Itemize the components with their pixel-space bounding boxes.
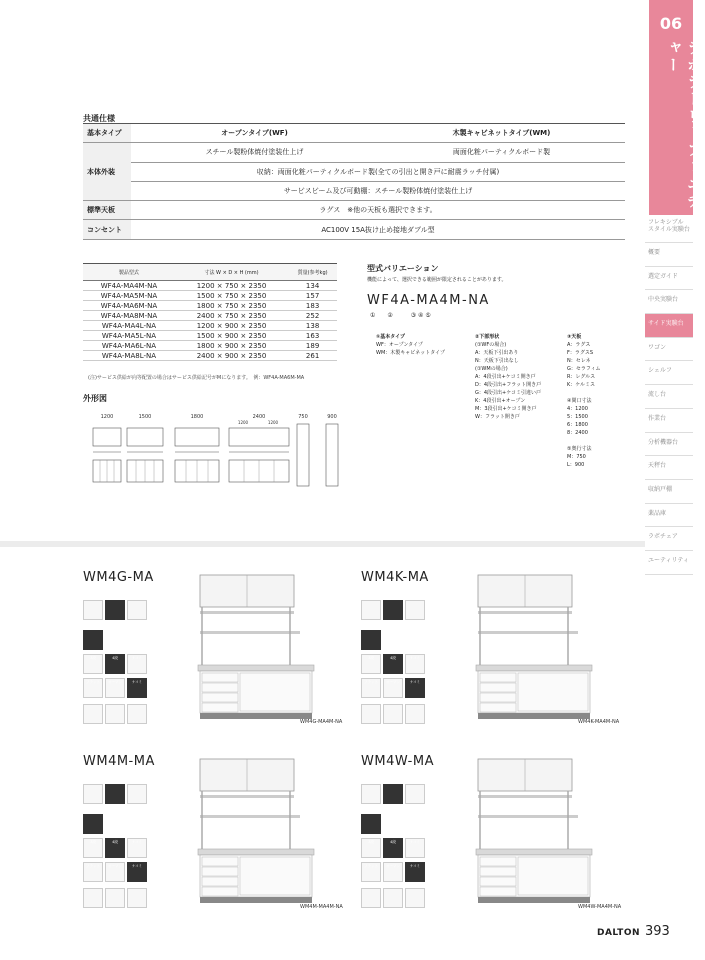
- product-caption: WM4G-MA4M-NA: [300, 719, 343, 725]
- side-nav-item[interactable]: シェルフ: [645, 361, 693, 385]
- configuration-icon[interactable]: [127, 838, 147, 858]
- variation-line: R：レグルス: [567, 374, 596, 380]
- configuration-icon[interactable]: [405, 862, 425, 882]
- variation-line: [567, 389, 600, 397]
- configuration-icon-label: ケコミ: [409, 656, 421, 660]
- plinth: [478, 897, 590, 903]
- spec-table: [83, 123, 625, 240]
- configuration-icon[interactable]: [105, 704, 125, 724]
- variation-line: K：4段引出+オープン: [475, 398, 526, 404]
- configuration-icon-label: ケコミ: [131, 864, 143, 868]
- configuration-icon[interactable]: [361, 814, 381, 834]
- table-cell: WF4A-MA6M-NA: [83, 301, 175, 311]
- variation-line: ④間口寸法: [567, 398, 592, 404]
- variation-sub: 機能によって、選択できる範囲が限定されることがあります。: [367, 277, 507, 283]
- configuration-icon-row: [361, 784, 425, 804]
- configuration-icon-row: [83, 600, 147, 620]
- table-cell: 2400 × 750 × 2350: [175, 311, 288, 321]
- variation-line: G：セラフィム: [567, 366, 601, 372]
- variation-line: ③天板: [567, 334, 582, 340]
- configuration-icon-label: オープン: [108, 864, 122, 868]
- configuration-icon[interactable]: [105, 654, 125, 674]
- side-nav-item[interactable]: 作業台: [645, 409, 693, 433]
- configuration-icon-label: 3段: [368, 656, 374, 660]
- configuration-icon[interactable]: [361, 600, 381, 620]
- configuration-icon[interactable]: [361, 888, 381, 908]
- outline-label: 外形図: [83, 394, 107, 403]
- configuration-icon[interactable]: [361, 704, 381, 724]
- outline-sub-dim: 1200: [237, 420, 249, 425]
- spec-cell: サービスビーム及び可動棚：スチール製粉体焼付塗装仕上げ: [131, 181, 625, 200]
- outline-side: [326, 424, 338, 486]
- side-nav-item[interactable]: ワゴン: [645, 338, 693, 362]
- spec-head: 本体外装: [83, 143, 131, 201]
- spec-cell: 両面化粧パーティクルボード製: [378, 143, 625, 162]
- configuration-icon[interactable]: [127, 704, 147, 724]
- shelf: [478, 795, 572, 798]
- table-cell: 1500 × 750 × 2350: [175, 291, 288, 301]
- plinth: [200, 897, 312, 903]
- models-table: [83, 263, 337, 361]
- side-nav-item[interactable]: ユーティリティ: [645, 551, 693, 575]
- cabinet-illustration: [476, 573, 596, 723]
- spec-head: コンセント: [83, 220, 131, 239]
- product-title: WM4G-MA: [83, 570, 154, 585]
- side-nav-item[interactable]: 薬品庫: [645, 504, 693, 528]
- configuration-icon-row: [83, 838, 147, 858]
- models-header: 質量(参考kg): [288, 264, 337, 281]
- configuration-icon[interactable]: [127, 888, 147, 908]
- shelf: [200, 795, 294, 798]
- outline-dim: 1800: [190, 414, 204, 420]
- configuration-icon[interactable]: [105, 600, 125, 620]
- countertop: [198, 665, 314, 671]
- outline-drawings: [83, 410, 343, 495]
- chapter-title: ラボラトリーファニチャー: [664, 40, 703, 210]
- cabinet-illustration: [476, 757, 596, 907]
- configuration-icon-row: [83, 814, 103, 834]
- service-beam: [478, 815, 578, 818]
- configuration-icon-label: フラット: [364, 680, 378, 684]
- configuration-icon[interactable]: [127, 784, 147, 804]
- configuration-icon-row: [361, 600, 425, 620]
- configuration-icon-row: [361, 704, 425, 724]
- table-cell: WF4A-MA4M-NA: [83, 281, 175, 291]
- table-cell: 2400 × 900 × 2350: [175, 351, 288, 361]
- table-row: [83, 281, 337, 291]
- table-cell: 1800 × 900 × 2350: [175, 341, 288, 351]
- outline-dim: 1500: [138, 414, 152, 420]
- table-cell: 261: [288, 351, 337, 361]
- configuration-icon-label: 3段: [90, 656, 96, 660]
- models-header: 寸法 W × D × H (mm): [175, 264, 288, 281]
- table-cell: 134: [288, 281, 337, 291]
- configuration-icon-label: ケコミ: [409, 864, 421, 868]
- configuration-icon-row: [83, 630, 103, 650]
- configuration-icon[interactable]: [105, 862, 125, 882]
- variation-line: WF：オープンタイプ: [376, 342, 423, 348]
- outline-dim: 2400: [252, 414, 266, 420]
- side-nav: [645, 215, 693, 575]
- variation-line: ①基本タイプ: [376, 334, 405, 340]
- variation-col2: [475, 333, 541, 421]
- configuration-icon-label: ケコミ: [131, 680, 143, 684]
- table-cell: 1200 × 750 × 2350: [175, 281, 288, 291]
- configuration-icon-row: [361, 654, 425, 674]
- table-cell: 163: [288, 331, 337, 341]
- configuration-icon-row: [361, 888, 425, 908]
- side-nav-item[interactable]: 収納戸棚: [645, 480, 693, 504]
- chapter-number: 06: [659, 14, 683, 33]
- outline-front: [93, 428, 121, 482]
- outline-dim: 1200: [100, 414, 114, 420]
- variation-line: [567, 437, 600, 445]
- configuration-icon[interactable]: [83, 784, 103, 804]
- configuration-icon[interactable]: [405, 600, 425, 620]
- variation-line: M：3段引出+ケコミ開き戸: [475, 406, 537, 412]
- variation-line: F：ラグスS: [567, 350, 594, 356]
- table-cell: WF4A-MA5M-NA: [83, 291, 175, 301]
- side-nav-item[interactable]: 分析機器台: [645, 433, 693, 457]
- product-caption: WM4W-MA4M-NA: [578, 904, 622, 910]
- spec-cell: ラグス ※他の天板も選択できます。: [131, 201, 625, 220]
- configuration-icon-label: オープン: [108, 680, 122, 684]
- table-cell: 1500 × 900 × 2350: [175, 331, 288, 341]
- configuration-icon-label: 4段: [390, 656, 396, 660]
- variation-line: 5：1500: [567, 414, 588, 420]
- configuration-icon-label: オープン: [386, 680, 400, 684]
- service-beam: [478, 631, 578, 634]
- configuration-icon[interactable]: [361, 838, 381, 858]
- configuration-icon-row: [83, 888, 147, 908]
- side-nav-item[interactable]: ラボチェア: [645, 527, 693, 551]
- variation-line: G：4段引出+ケコミ引違い戸: [475, 390, 542, 396]
- configuration-icon-label: ケコミ: [131, 840, 143, 844]
- configuration-icon[interactable]: [383, 654, 403, 674]
- configuration-icon[interactable]: [405, 888, 425, 908]
- configuration-icon-label: フラット: [86, 680, 100, 684]
- outline-dim: 900: [327, 414, 337, 420]
- configuration-icon[interactable]: [383, 888, 403, 908]
- table-row: [83, 311, 337, 321]
- cabinet-illustration: [198, 573, 318, 723]
- side-nav-item[interactable]: サイド実験台: [645, 314, 693, 338]
- shelf: [478, 611, 572, 614]
- variation-line: A：4段引出+ケコミ開き戸: [475, 374, 536, 380]
- configuration-icon-label: オープン: [386, 864, 400, 868]
- service-beam: [200, 815, 300, 818]
- configuration-icon[interactable]: [383, 838, 403, 858]
- table-cell: WF4A-MA8M-NA: [83, 311, 175, 321]
- table-cell: 157: [288, 291, 337, 301]
- configuration-icon[interactable]: [383, 704, 403, 724]
- table-cell: WF4A-MA4L-NA: [83, 321, 175, 331]
- configuration-icon-row: [361, 838, 425, 858]
- configuration-icon-row: [361, 814, 381, 834]
- outline-dim: 750: [298, 414, 308, 420]
- section-divider: [0, 541, 645, 547]
- configuration-icon[interactable]: [405, 678, 425, 698]
- configuration-icon[interactable]: [127, 862, 147, 882]
- plinth: [478, 713, 590, 719]
- table-row: [83, 291, 337, 301]
- configuration-icon[interactable]: [405, 784, 425, 804]
- variation-numbers: ① ② ③ ④ ⑤: [370, 312, 431, 319]
- spec-cell: スチール製粉体焼付塗装仕上げ: [131, 143, 378, 162]
- variation-col1: [376, 333, 445, 357]
- configuration-icon[interactable]: [83, 888, 103, 908]
- spec-cell: オープンタイプ(WF): [131, 124, 378, 143]
- spec-head: 標準天板: [83, 201, 131, 220]
- spec-cell: 収納：両面化粧パーティクルボード製(全ての引出と開き戸に耐震ラッチ付属): [131, 162, 625, 181]
- service-beam: [200, 631, 300, 634]
- configuration-icon-label: ケコミ: [409, 840, 421, 844]
- cabinet-illustration: [198, 757, 318, 907]
- variation-line: 4：1200: [567, 406, 588, 412]
- variation-line: ②下部形状: [475, 334, 500, 340]
- configuration-icon[interactable]: [127, 600, 147, 620]
- configuration-icon[interactable]: [405, 654, 425, 674]
- configuration-icon[interactable]: [83, 862, 103, 882]
- configuration-icon[interactable]: [383, 600, 403, 620]
- configuration-icon[interactable]: [361, 784, 381, 804]
- table-cell: 189: [288, 341, 337, 351]
- spec-head: 基本タイプ: [83, 124, 131, 143]
- table-cell: WF4A-MA8L-NA: [83, 351, 175, 361]
- page-number: 393: [645, 924, 670, 939]
- table-row: [83, 301, 337, 311]
- variation-line: A：天板下引出あり: [475, 350, 519, 356]
- configuration-icon-row: [361, 678, 425, 698]
- table-row: [83, 331, 337, 341]
- configuration-icon-row: [83, 678, 147, 698]
- side-nav-item[interactable]: 概要: [645, 243, 693, 267]
- configuration-icon-label: 3段: [368, 840, 374, 844]
- table-row: [83, 321, 337, 331]
- variation-line: L：900: [567, 462, 585, 468]
- configuration-icon[interactable]: [83, 654, 103, 674]
- configuration-icon-label: ケコミ: [409, 680, 421, 684]
- configuration-icon-row: [83, 862, 147, 882]
- models-header: 製品型式: [83, 264, 175, 281]
- variation-label: 型式バリエーション: [367, 264, 439, 273]
- configuration-icon[interactable]: [383, 678, 403, 698]
- table-cell: WF4A-MA6L-NA: [83, 341, 175, 351]
- configuration-icon[interactable]: [105, 784, 125, 804]
- side-nav-item[interactable]: フレキシブル スタイル実験台: [645, 215, 693, 243]
- table-cell: 183: [288, 301, 337, 311]
- configuration-icon[interactable]: [405, 838, 425, 858]
- configuration-icon-row: [83, 704, 147, 724]
- outline-side: [297, 424, 309, 486]
- configuration-icon[interactable]: [83, 630, 103, 650]
- variation-line: W：フラット開き戸: [475, 414, 520, 420]
- configuration-icon[interactable]: [361, 862, 381, 882]
- configuration-icon-label: フラット: [86, 864, 100, 868]
- table-cell: 1800 × 750 × 2350: [175, 301, 288, 311]
- configuration-icon-row: [83, 654, 147, 674]
- configuration-icon[interactable]: [105, 888, 125, 908]
- table-cell: WF4A-MA5L-NA: [83, 331, 175, 341]
- configuration-icon-label: 4段: [112, 656, 118, 660]
- variation-line: M：750: [567, 454, 586, 460]
- table-row: [83, 341, 337, 351]
- configuration-icon[interactable]: [361, 630, 381, 650]
- table-cell: 138: [288, 321, 337, 331]
- configuration-icon[interactable]: [383, 862, 403, 882]
- chapter-tab[interactable]: [649, 0, 703, 215]
- product-caption: WM4K-MA4M-NA: [578, 719, 620, 725]
- table-cell: 1200 × 900 × 2350: [175, 321, 288, 331]
- configuration-icon-row: [83, 784, 147, 804]
- outline-sub-dim: 1200: [267, 420, 279, 425]
- configuration-icon-label: 4段: [112, 840, 118, 844]
- spec-cell: AC100V 15A抜け止め接地ダブル型: [131, 220, 625, 239]
- side-nav-item[interactable]: 中央実験台: [645, 290, 693, 314]
- table-cell: 252: [288, 311, 337, 321]
- variation-line: N：セレネ: [567, 358, 591, 364]
- configuration-icon[interactable]: [127, 678, 147, 698]
- outline-front: [175, 428, 219, 482]
- variation-line: N：天板下引出なし: [475, 358, 519, 364]
- spec-label: 共通仕様: [83, 114, 115, 123]
- configuration-icon-label: フラット: [364, 864, 378, 868]
- configuration-icon[interactable]: [361, 654, 381, 674]
- plinth: [200, 713, 312, 719]
- configuration-icon[interactable]: [83, 838, 103, 858]
- configuration-icon[interactable]: [83, 600, 103, 620]
- configuration-icon-label: 3段: [90, 840, 96, 844]
- configuration-icon[interactable]: [83, 678, 103, 698]
- variation-col3: [567, 333, 600, 469]
- variation-line: 6：1800: [567, 422, 588, 428]
- countertop: [198, 849, 314, 855]
- configuration-icon-label: 4段: [390, 840, 396, 844]
- models-note: (注)サービス供給が向等配置の場合はサービス供給記号がMになります。 例：WF4A-MA6M-MA: [88, 375, 305, 381]
- side-nav-item[interactable]: 流し台: [645, 385, 693, 409]
- configuration-icon[interactable]: [105, 838, 125, 858]
- outline-front: [229, 428, 289, 482]
- configuration-icon[interactable]: [127, 654, 147, 674]
- product-title: WM4M-MA: [83, 754, 155, 769]
- countertop: [476, 849, 592, 855]
- configuration-icon-row: [361, 862, 425, 882]
- shelf: [200, 611, 294, 614]
- dalton-logo: DALTON: [597, 928, 641, 938]
- countertop: [476, 665, 592, 671]
- variation-line: ⑤奥行寸法: [567, 446, 592, 452]
- variation-code: WF4A-MA4M-NA: [367, 293, 490, 308]
- side-nav-item[interactable]: 選定ガイド: [645, 267, 693, 291]
- configuration-icon-label: ケコミ: [131, 656, 143, 660]
- variation-line: 8：2400: [567, 430, 588, 436]
- configuration-icon-row: [361, 630, 381, 650]
- configuration-icon[interactable]: [83, 704, 103, 724]
- side-nav-item[interactable]: 天秤台: [645, 456, 693, 480]
- variation-line: K：ケルミス: [567, 382, 596, 388]
- configuration-icon[interactable]: [105, 678, 125, 698]
- variation-line: D：4段引出+フラット開き戸: [475, 382, 542, 388]
- configuration-icon[interactable]: [405, 704, 425, 724]
- variation-line: WM：木製キャビネットタイプ: [376, 350, 446, 356]
- product-title: WM4K-MA: [361, 570, 429, 585]
- variation-line: (①WMの場合): [475, 366, 508, 372]
- product-caption: WM4M-MA4M-NA: [300, 904, 343, 910]
- configuration-icon[interactable]: [383, 784, 403, 804]
- outline-front: [127, 428, 163, 482]
- product-title: WM4W-MA: [361, 754, 434, 769]
- table-row: [83, 351, 337, 361]
- variation-line: (①WFの場合): [475, 342, 507, 348]
- configuration-icon[interactable]: [361, 678, 381, 698]
- configuration-icon[interactable]: [83, 814, 103, 834]
- spec-cell: 木製キャビネットタイプ(WM): [378, 124, 625, 143]
- variation-line: A：ラグス: [567, 342, 591, 348]
